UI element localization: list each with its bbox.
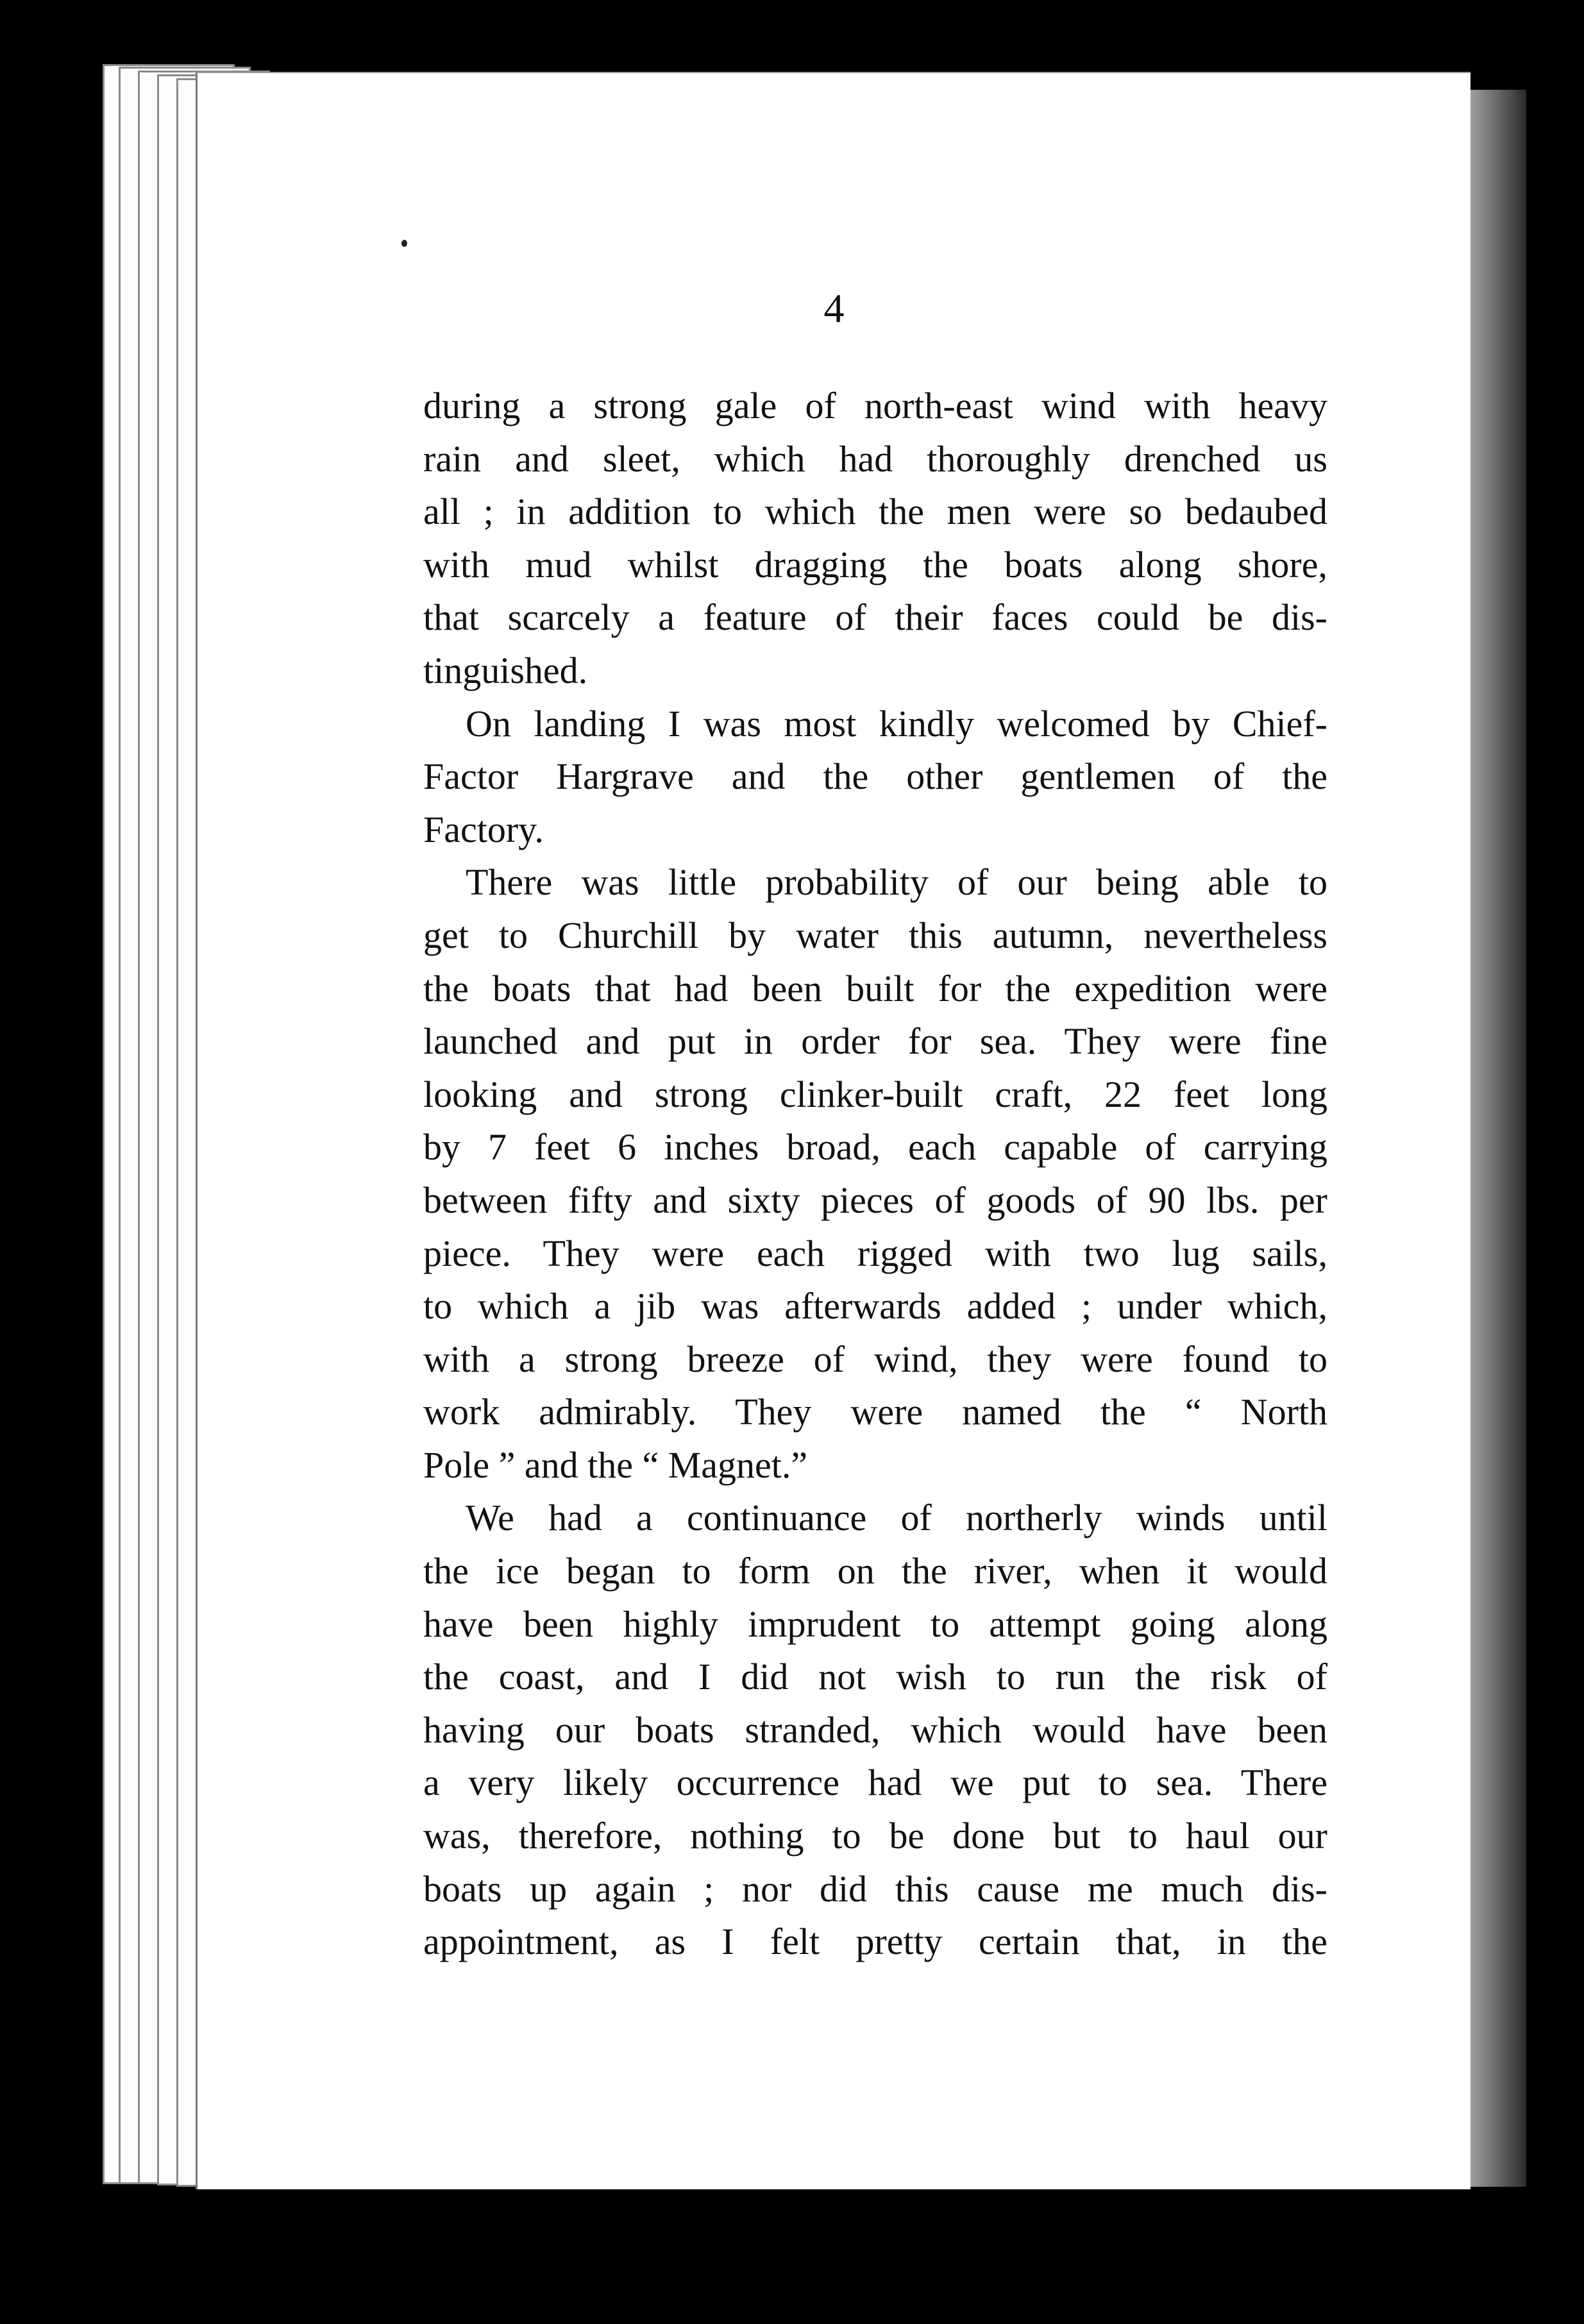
text-line: the coast, and I did not wish to run the risk of bbox=[423, 1656, 1327, 1698]
text-line: with a strong breeze of wind, they were found to bbox=[423, 1338, 1327, 1380]
text-line: with mud whilst dragging the boats along shore, bbox=[423, 543, 1327, 585]
text-line: tinguished. bbox=[423, 649, 588, 691]
text-line: a very likely occurrence had we put to sea. There bbox=[423, 1762, 1327, 1804]
body-text bbox=[423, 380, 1327, 1969]
text-line: appointment, as I felt pretty certain that, in the bbox=[423, 1921, 1327, 1963]
text-line: was, therefore, nothing to be done but to haul our bbox=[423, 1815, 1327, 1857]
text-line: On landing I was most kindly welcomed by Chief- bbox=[466, 702, 1327, 745]
text-line: by 7 feet 6 inches broad, each capable of carrying bbox=[423, 1126, 1327, 1168]
text-line: piece. They were each rigged with two lug sails, bbox=[423, 1232, 1327, 1274]
page-number: 4 bbox=[823, 285, 845, 331]
text-line: Factory. bbox=[423, 808, 544, 850]
text-line: Pole ” and the “ Magnet.” bbox=[423, 1444, 808, 1486]
text-line: We had a continuance of northerly winds until bbox=[466, 1497, 1327, 1539]
text-line: have been highly imprudent to attempt going along bbox=[423, 1603, 1327, 1645]
text-line: work admirably. They were named the “ North bbox=[423, 1391, 1327, 1433]
text-line: Factor Hargrave and the other gentlemen of the bbox=[423, 755, 1327, 798]
book-page bbox=[196, 72, 1470, 2189]
text-line: boats up again ; nor did this cause me much dis- bbox=[423, 1867, 1327, 1910]
text-line: the boats that had been built for the expedition were bbox=[423, 967, 1327, 1009]
text-line: during a strong gale of north-east wind with heavy bbox=[423, 385, 1327, 426]
text-line: get to Churchill by water this autumn, nevertheless bbox=[423, 914, 1327, 956]
ink-speck bbox=[401, 240, 407, 247]
text-line: that scarcely a feature of their faces could be dis- bbox=[423, 596, 1327, 639]
text-line: having our boats stranded, which would have been bbox=[423, 1708, 1327, 1751]
text-line: all ; in addition to which the men were so bedaubed bbox=[423, 491, 1327, 533]
text-line: rain and sleet, which had thoroughly drenched us bbox=[423, 437, 1327, 480]
text-line: There was little probability of our being able to bbox=[466, 861, 1327, 904]
text-line: launched and put in order for sea. They were fine bbox=[423, 1020, 1327, 1063]
text-line: to which a jib was afterwards added ; under which, bbox=[423, 1285, 1327, 1327]
text-line: looking and strong clinker-built craft, 22 feet long bbox=[423, 1073, 1327, 1115]
text-line: between fifty and sixty pieces of goods of 90 lbs. per bbox=[423, 1179, 1327, 1221]
text-line: the ice began to form on the river, when it would bbox=[423, 1550, 1327, 1592]
